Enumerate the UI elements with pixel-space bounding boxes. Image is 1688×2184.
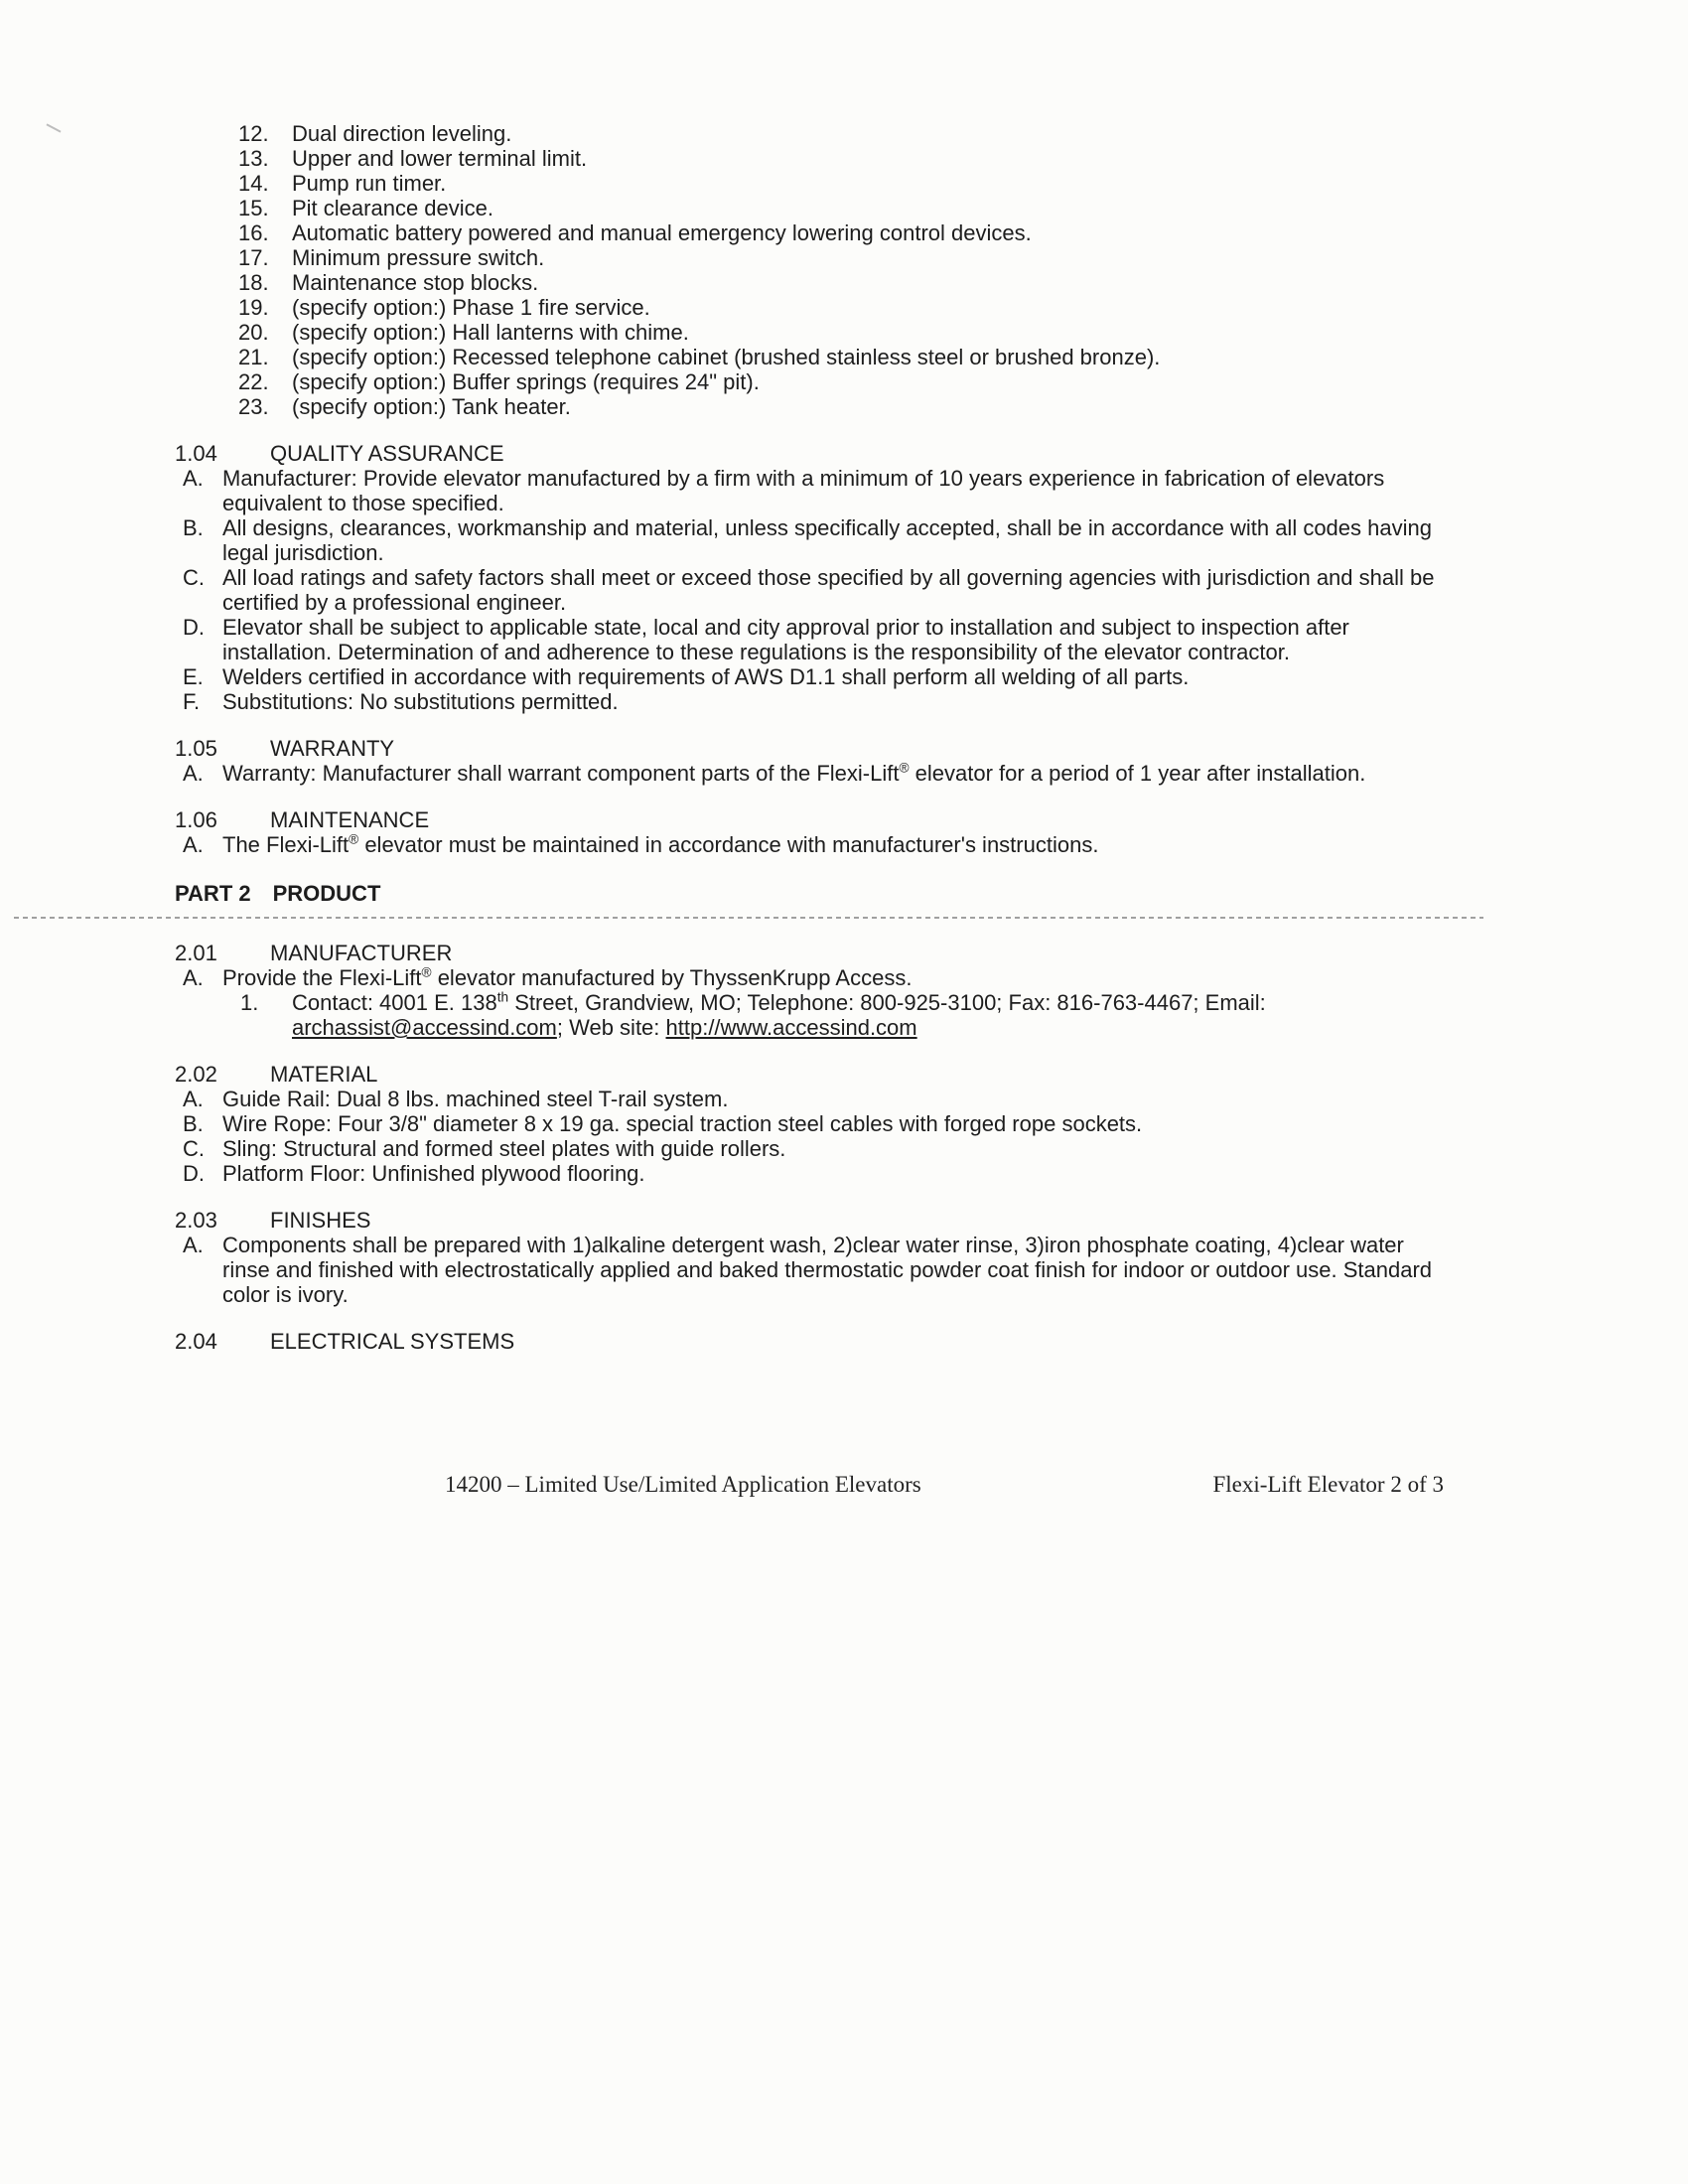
list-item-text: Minimum pressure switch.: [292, 245, 545, 270]
text-segment: Sling: Structural and formed steel plates with guide rollers.: [222, 1136, 786, 1161]
text-segment: Manufacturer: Provide elevator manufactured by a firm with a minimum of 10 years experience in fabrication of elevators equivalent to those specified.: [222, 466, 1385, 515]
item-body: [222, 761, 1456, 786]
sub-item-text: [292, 990, 1456, 1040]
list-item-number: 23.: [238, 394, 269, 419]
list-item-number: 12.: [238, 121, 269, 146]
superscript-text: ®: [349, 831, 359, 847]
section-heading: [175, 1208, 1456, 1233]
section-title: ELECTRICAL SYSTEMS: [270, 1329, 515, 1354]
item-letter: E.: [183, 664, 204, 689]
item-text: [222, 1233, 1456, 1307]
list-item-text: Pump run timer.: [292, 171, 447, 196]
list-item-number: 16.: [238, 220, 269, 245]
text-segment: Contact: 4001 E. 138: [292, 990, 497, 1015]
text-segment: Components shall be prepared with 1)alkaline detergent wash, 2)clear water rinse, 3)iron phosphate coating, 4)clear water rinse and finished with electrostatically applied and baked thermostatic powder coat finish for indoor or outdoor use. Standard color is ivory.: [222, 1233, 1433, 1307]
item-text: [222, 565, 1456, 615]
section-number: 1.04: [175, 441, 217, 466]
section-item: [183, 515, 1456, 565]
item-letter: A.: [183, 832, 204, 857]
section-2.02: [175, 1062, 1456, 1186]
list-item-text: (specify option:) Tank heater.: [292, 394, 571, 419]
item-letter: A.: [183, 1087, 204, 1111]
superscript-text: ®: [899, 760, 910, 776]
list-item-text: Automatic battery powered and manual emergency lowering control devices.: [292, 220, 1032, 245]
section-number: 2.02: [175, 1062, 217, 1087]
list-item: [238, 270, 1456, 295]
list-item: [238, 146, 1456, 171]
footer-document-title: 14200 – Limited Use/Limited Application Elevators: [445, 1472, 921, 1497]
section-1.04: [175, 441, 1456, 714]
superscript-text: ®: [421, 964, 432, 980]
section-item: [183, 1161, 1456, 1186]
list-item-number: 19.: [238, 295, 269, 320]
list-item: [238, 369, 1456, 394]
list-item-number: 17.: [238, 245, 269, 270]
section-item: [183, 832, 1456, 857]
item-body: [222, 1161, 1456, 1186]
list-item: [238, 121, 1456, 146]
item-body: [222, 565, 1456, 615]
list-item-number: 13.: [238, 146, 269, 171]
item-letter: C.: [183, 565, 205, 590]
section-heading: [175, 807, 1456, 832]
item-text: [222, 515, 1456, 565]
list-item: [238, 196, 1456, 220]
item-body: [222, 515, 1456, 565]
text-segment: Provide the Flexi-Lift: [222, 965, 422, 990]
list-item-text: Dual direction leveling.: [292, 121, 512, 146]
list-item-text: (specify option:) Recessed telephone cabinet (brushed stainless steel or brushed bronze).: [292, 345, 1161, 369]
section-heading: [175, 941, 1456, 965]
list-item-text: (specify option:) Buffer springs (requires 24" pit).: [292, 369, 760, 394]
item-letter: C.: [183, 1136, 205, 1161]
item-body: [222, 466, 1456, 515]
item-letter: D.: [183, 615, 205, 640]
text-segment: Welders certified in accordance with requirements of AWS D1.1 shall perform all welding of all parts.: [222, 664, 1190, 689]
list-item-text: (specify option:) Hall lanterns with chime.: [292, 320, 689, 345]
item-text: [222, 664, 1456, 689]
item-letter: A.: [183, 965, 204, 990]
text-segment: Street, Grandview, MO; Telephone: 800-925-3100; Fax: 816-763-4467; Email:: [508, 990, 1266, 1015]
underlined-link-text: archassist@accessind.com: [292, 1015, 557, 1040]
item-body: [222, 832, 1456, 857]
text-segment: All load ratings and safety factors shall meet or exceed those specified by all governing agencies with jurisdiction and shall be certified by a professional engineer.: [222, 565, 1435, 615]
dashed-divider: [14, 917, 1483, 919]
section-item: [183, 689, 1456, 714]
item-body: [222, 1087, 1456, 1111]
item-text: [222, 1111, 1456, 1136]
section-number: 1.05: [175, 736, 217, 761]
section-title: MAINTENANCE: [270, 807, 430, 832]
list-item: [238, 220, 1456, 245]
text-segment: Wire Rope: Four 3/8" diameter 8 x 19 ga. special traction steel cables with forged rope sockets.: [222, 1111, 1143, 1136]
text-segment: Elevator shall be subject to applicable state, local and city approval prior to installation and subject to inspection after installation. Determination of and adherence to these regulations is the responsibility of the elevator contractor.: [222, 615, 1349, 664]
part-heading-title: PRODUCT: [272, 881, 381, 906]
item-letter: D.: [183, 1161, 205, 1186]
list-item-text: Upper and lower terminal limit.: [292, 146, 588, 171]
item-letter: A.: [183, 1233, 204, 1257]
section-title: QUALITY ASSURANCE: [270, 441, 504, 466]
section-heading: [175, 1329, 1456, 1354]
section-heading: [175, 1062, 1456, 1087]
item-text: [222, 1087, 1456, 1111]
text-segment: The Flexi-Lift: [222, 832, 350, 857]
text-segment: Substitutions: No substitutions permitted.: [222, 689, 619, 714]
text-segment: ; Web site:: [556, 1015, 666, 1040]
section-2.03: [175, 1208, 1456, 1307]
list-item-number: 20.: [238, 320, 269, 345]
item-text: [222, 965, 1456, 990]
item-text: [222, 466, 1456, 515]
list-item-text: Maintenance stop blocks.: [292, 270, 539, 295]
list-item-number: 22.: [238, 369, 269, 394]
list-item-number: 15.: [238, 196, 269, 220]
item-text: [222, 761, 1456, 786]
section-title: MANUFACTURER: [270, 941, 453, 965]
list-item: [238, 295, 1456, 320]
item-text: [222, 615, 1456, 664]
section-2.04: [175, 1329, 1456, 1354]
section-number: 2.03: [175, 1208, 217, 1233]
text-segment: All designs, clearances, workmanship and material, unless specifically accepted, shall be in accordance with all codes having legal jurisdiction.: [222, 515, 1432, 565]
page-footer: [445, 1472, 1444, 1498]
section-item: [183, 965, 1456, 1040]
section-title: WARRANTY: [270, 736, 395, 761]
item-letter: F.: [183, 689, 201, 714]
list-item-number: 14.: [238, 171, 269, 196]
section-item: [183, 1111, 1456, 1136]
section-title: MATERIAL: [270, 1062, 378, 1087]
item-body: [222, 689, 1456, 714]
document-blocks: [175, 121, 1456, 1354]
section-item: [183, 761, 1456, 786]
section-item: [183, 1136, 1456, 1161]
section-2.01: [175, 941, 1456, 1040]
section-title: FINISHES: [270, 1208, 371, 1233]
feature-list: [238, 121, 1456, 419]
section-heading: [175, 736, 1456, 761]
section-number: 2.01: [175, 941, 217, 965]
section-item: [183, 664, 1456, 689]
list-item: [238, 320, 1456, 345]
list-item-number: 18.: [238, 270, 269, 295]
item-letter: A.: [183, 761, 204, 786]
item-text: [222, 832, 1456, 857]
text-segment: Platform Floor: Unfinished plywood flooring.: [222, 1161, 645, 1186]
list-item: [238, 394, 1456, 419]
item-body: [222, 965, 1456, 1040]
list-item: [238, 171, 1456, 196]
section-heading: [175, 441, 1456, 466]
section-number: 2.04: [175, 1329, 217, 1354]
part-heading-label: PART 2: [175, 881, 251, 906]
section-1.05: [175, 736, 1456, 786]
list-item-number: 21.: [238, 345, 269, 369]
list-item-text: Pit clearance device.: [292, 196, 493, 220]
text-segment: elevator must be maintained in accordance with manufacturer's instructions.: [358, 832, 1099, 857]
item-body: [222, 1111, 1456, 1136]
list-item: [238, 345, 1456, 369]
item-body: [222, 1233, 1456, 1307]
footer-page-indicator: Flexi-Lift Elevator 2 of 3: [1212, 1472, 1444, 1497]
document-content: [175, 121, 1456, 1354]
text-segment: elevator manufactured by ThyssenKrupp Access.: [431, 965, 913, 990]
section-item: [183, 565, 1456, 615]
item-body: [222, 615, 1456, 664]
superscript-text: th: [496, 989, 509, 1005]
item-text: [222, 689, 1456, 714]
list-item: [238, 245, 1456, 270]
section-number: 1.06: [175, 807, 217, 832]
scan-artifact: [46, 123, 61, 132]
text-segment: Guide Rail: Dual 8 lbs. machined steel T-rail system.: [222, 1087, 729, 1111]
item-text: [222, 1136, 1456, 1161]
section-item: [183, 466, 1456, 515]
sub-item: [240, 990, 1456, 1040]
item-body: [222, 664, 1456, 689]
text-segment: Warranty: Manufacturer shall warrant component parts of the Flexi-Lift: [222, 761, 900, 786]
item-body: [222, 1136, 1456, 1161]
item-text: [222, 1161, 1456, 1186]
item-letter: A.: [183, 466, 204, 491]
sub-item-number: 1.: [240, 990, 259, 1015]
item-letter: B.: [183, 1111, 204, 1136]
underlined-link-text: http://www.accessind.com: [665, 1015, 917, 1040]
part-heading: [175, 881, 1456, 906]
text-segment: elevator for a period of 1 year after installation.: [909, 761, 1366, 786]
section-1.06: [175, 807, 1456, 857]
section-item: [183, 1087, 1456, 1111]
section-item: [183, 615, 1456, 664]
list-item-text: (specify option:) Phase 1 fire service.: [292, 295, 650, 320]
item-letter: B.: [183, 515, 204, 540]
section-item: [183, 1233, 1456, 1307]
